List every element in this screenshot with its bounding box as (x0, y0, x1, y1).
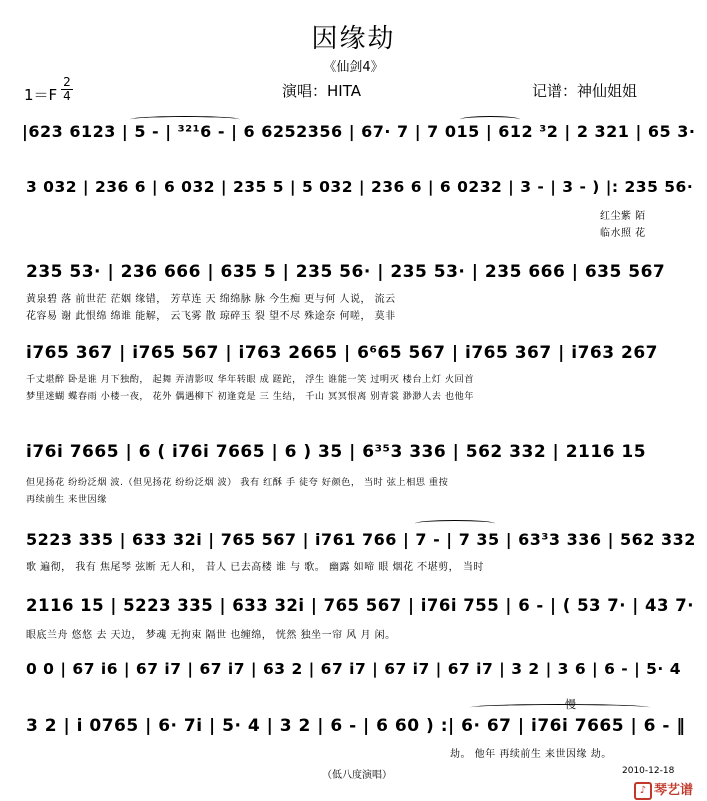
stave-4-notes: i765 367 | i765 567 | i763 2665 | 6⁶65 567 | i765 367 | i763 267 (26, 343, 658, 363)
transcriber: 记谱：神仙姐姐 (532, 82, 638, 100)
stave-2-lyric-2: 临水照 花 (600, 228, 646, 239)
watermark-logo (634, 779, 693, 800)
stave-9-notes: 3 2 | i 0765 | 6· 7i | 5· 4 | 3 2 | 6 - | 6 60 ) :| 6· 67 | i76i 7665 | 6 - ‖ (26, 716, 686, 736)
stave-5-lyric-2: 再续前生 来世因缘 (26, 494, 107, 505)
time-signature (61, 77, 73, 102)
stave-5-notes: i76i 7665 | 6 ( i76i 7665 | 6 ) 35 | 6³⁵3 336 | 562 332 | 2116 15 (26, 442, 647, 462)
stave-2-notes: 3 032 | 236 6 | 6 032 | 235 5 | 5 032 | 236 6 | 6 0232 | 3 - | 3 - ) |: 235 56· (26, 178, 694, 196)
slur-mark (415, 520, 495, 527)
stave-8-notes: 0 0 | 67 i6 | 67 i7 | 67 i7 | 63 2 | 67 i7 | 67 i7 | 67 i7 | 3 2 | 3 6 | 6 - | 5· 4 (26, 660, 681, 678)
stave-6-notes: 5223 335 | 633 32i | 765 567 | i761 766 | 7 - | 7 35 | 63³3 336 | 562 332 (26, 530, 696, 549)
stave-3-lyric-1: 黄泉碧 落 前世茫 茫姻 缘错， 芳草连 天 绵绵脉 脉 今生痴 更与何 人说， 流云 (26, 294, 396, 305)
stave-1-notes: |623 6123 | 5 - | ³²¹6 - | 6 6252356 | 67· 7 | 7 015 | 612 ³2 | 2 321 | 65 3· (22, 122, 696, 141)
stave-4-lyric-1: 千丈堪醉 卧是谁 月下独酌， 起舞 弄清影叹 华年转眼 成 蹉跎， 浮生 谁能一笑 过明灭 楼台上灯 火回首 (26, 374, 474, 385)
logo-icon: ♪ (634, 782, 652, 800)
subtitle: 《仙剑4》 (323, 60, 384, 75)
page-title: 因缘劫 (311, 24, 396, 54)
date-stamp: 2010-12-18 (622, 766, 675, 776)
stave-4-lyric-2: 梦里迷蝴 蝶春雨 小楼一夜， 花外 偶遇柳下 初逢竟是 三 生结， 千山 冥冥恨离 别青裳 渺渺人去 也他年 (26, 391, 474, 402)
stave-3-notes: 235 53· | 236 666 | 635 5 | 235 56· | 235 53· | 235 666 | 635 567 (26, 262, 666, 282)
slur-mark (130, 116, 240, 123)
tempo-marking: 慢 (565, 698, 577, 711)
watermark-text: 琴艺谱 (653, 783, 693, 798)
stave-2-lyric-1: 红尘紫 陌 (600, 211, 646, 222)
stave-7-notes: 2116 15 | 5223 335 | 633 32i | 765 567 | i76i 755 | 6 - | ( 53 7· | 43 7· (26, 596, 695, 615)
stave-9-lyric-1: 劫。 他年 再续前生 来世因缘 劫。 (450, 749, 612, 760)
footer-note: （低八度演唱） (322, 770, 392, 781)
slur-mark (460, 116, 520, 123)
time-signature-bottom: 4 (63, 89, 71, 103)
key-signature: 1＝F (24, 86, 58, 104)
stave-7-lyric-1: 眼底兰舟 悠悠 去 天边， 梦魂 无拘束 隔世 也缠绵， 恍然 独坐一帘 风 月 闲。 (26, 630, 396, 641)
stave-3-lyric-2: 花容易 谢 此恨绵 绵谁 能解， 云飞雾 散 琼碎玉 裂 望不尽 殊途奈 何嗟， 莫非 (26, 311, 396, 322)
slur-mark (470, 704, 650, 711)
time-signature-top: 2 (63, 75, 71, 89)
stave-6-lyric-1: 歌 遍彻， 我有 焦尾琴 弦断 无人和， 昔人 已去高楼 谁 与 歌。 幽露 如啼 眼 烟花 不堪剪， 当时 (26, 562, 484, 573)
stave-5-lyric-1: 但见扬花 纷纷泛烟 波.（但见扬花 纷纷泛烟 波） 我有 红酥 手 徒夸 好颜色， 当时 弦上相思 重按 (26, 477, 449, 488)
singer: 演唱：HITA (282, 82, 361, 100)
